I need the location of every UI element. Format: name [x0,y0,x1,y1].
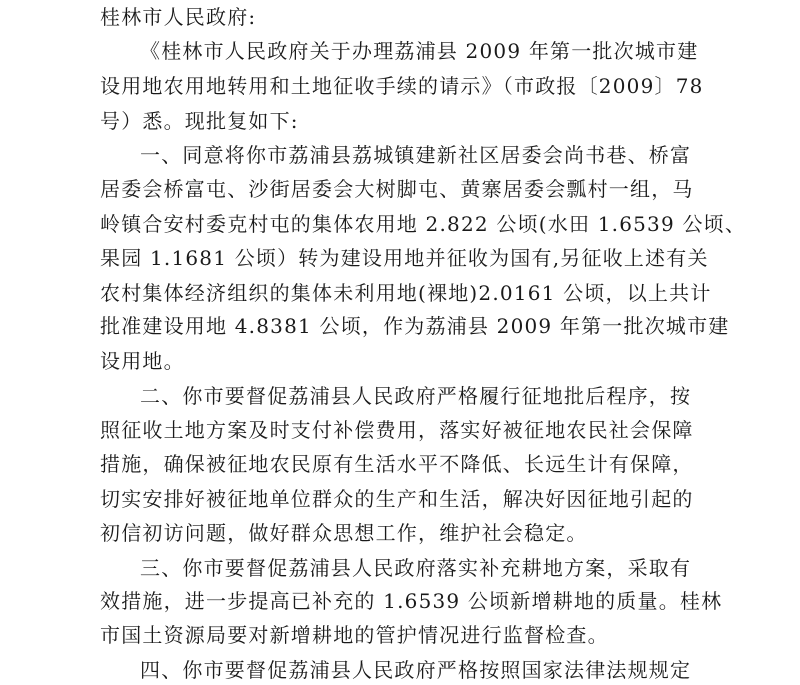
paragraph-line: 设用地。 [100,349,185,374]
paragraph-line: 三、你市要督促荔浦县人民政府落实补充耕地方案，采取有 [140,555,692,580]
paragraph-line: 岭镇合安村委克村屯的集体农用地 2.822 公顷(水田 1.6539 公顷、 [100,212,747,237]
paragraph-line: 批准建设用地 4.8381 公顷，作为荔浦县 2009 年第一批次城市建 [100,314,730,339]
paragraph-line: 效措施，进一步提高已补充的 1.6539 公顷新增耕地的质量。桂林 [100,589,723,614]
paragraph-line: 照征收土地方案及时支付补偿费用，落实好被征地农民社会保障 [100,417,694,442]
paragraph-line: 措施，确保被征地农民原有生活水平不降低、长远生计有保障， [100,452,694,477]
paragraph-line: 切实安排好被征地单位群众的生产和生活，解决好因征地引起的 [100,487,694,512]
paragraph-line: 农村集体经济组织的集体未利用地(裸地)2.0161 公顷，以上共计 [100,280,712,305]
addressee: 桂林市人民政府: [100,4,257,29]
paragraph-line: 二、你市要督促荔浦县人民政府严格履行征地批后程序，按 [140,383,692,408]
paragraph-line: 初信初访问题，做好群众思想工作，维护社会稳定。 [100,520,588,545]
paragraph-line: 居委会桥富屯、沙街居委会大树脚屯、黄寨居委会瓢村一组，马 [100,177,694,202]
paragraph-line: 果园 1.1681 公顷）转为建设用地并征收为国有,另征收上述有关 [100,245,709,270]
paragraph-line: 市国土资源局要对新增耕地的管护情况进行监督检查。 [100,623,609,648]
paragraph-line: 号）悉。现批复如下: [100,108,299,133]
paragraph-line: 《桂林市人民政府关于办理荔浦县 2009 年第一批次城市建 [140,39,699,64]
paragraph-line: 四、你市要督促荔浦县人民政府严格按照国家法律法规规定 [140,658,692,682]
paragraph-line: 一、同意将你市荔浦县荔城镇建新社区居委会尚书巷、桥富 [140,142,692,167]
paragraph-line: 设用地农用地转用和土地征收手续的请示》（市政报〔2009〕78 [100,74,704,99]
